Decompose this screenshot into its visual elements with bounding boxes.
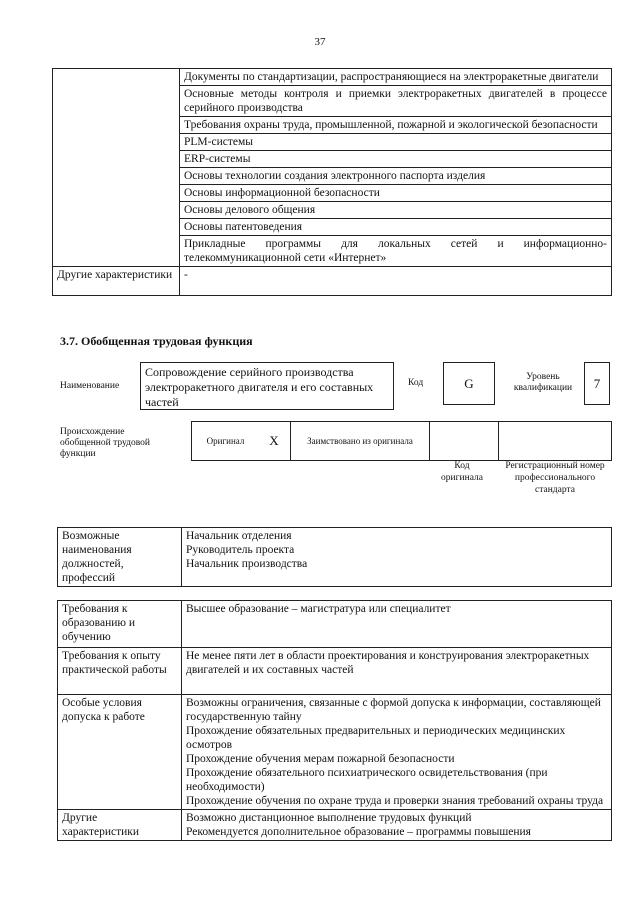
admission-values — [182, 695, 612, 810]
reg-number-caption: Регистрационный номер профессионального стандарта — [505, 461, 605, 495]
knowledge-item: Документы по стандартизации, распространяющиеся на электроракетные двигатели — [180, 69, 612, 86]
origin-label: Происхождение обобщенной трудовой функции — [60, 427, 150, 459]
experience-label: Требования к опыту практической работы — [58, 648, 182, 695]
positions-table — [57, 527, 612, 587]
knowledge-table — [52, 68, 612, 296]
other-item: Рекомендуется дополнительное образование – программы повышения — [186, 826, 531, 838]
requirements-table — [57, 600, 612, 841]
position-item: Начальник отделения — [186, 530, 292, 542]
knowledge-item: Основы патентоведения — [180, 219, 612, 236]
borrowed-label: Заимствовано из оригинала — [307, 435, 413, 446]
admission-label: Особые условия допуска к работе — [58, 695, 182, 810]
positions-values — [182, 528, 612, 587]
education-label: Требования к образованию и обучению — [58, 601, 182, 648]
other-characteristics-label: Другие характеристики — [53, 267, 180, 296]
knowledge-item: Основы технологии создания электронного паспорта изделия — [180, 168, 612, 185]
other-characteristics-value: - — [180, 267, 612, 296]
name-value: Сопровождение серийного производства электроракетного двигателя и его составных частей — [140, 362, 394, 410]
code-value: G — [443, 362, 495, 405]
other-label: Другие характеристики — [58, 810, 182, 841]
other-values — [182, 810, 612, 841]
origin-code-caption: Код оригинала — [441, 461, 483, 483]
knowledge-item: Основы информационной безопасности — [180, 185, 612, 202]
section-title: 3.7. Обобщенная трудовая функция — [60, 334, 253, 348]
knowledge-label-cell — [53, 69, 180, 267]
original-label: Оригинал — [206, 435, 245, 446]
name-label: Наименование — [60, 381, 120, 391]
position-item: Начальник производства — [186, 558, 308, 570]
position-item: Руководитель проекта — [186, 544, 295, 556]
reg-number-cell — [499, 422, 611, 460]
origin-table — [191, 421, 612, 461]
experience-value: Не менее пяти лет в области проектирования и конструирования электроракетных двигателей и их составных частей — [182, 648, 612, 695]
knowledge-item: ERP-системы — [180, 151, 612, 168]
admission-item: Прохождение обязательного психиатрического освидетельствования (при необходимости) — [186, 767, 548, 793]
admission-item: Прохождение обучения по охране труда и проверки знания требований охраны труда — [186, 795, 604, 807]
positions-label: Возможные наименования должностей, профессий — [58, 528, 182, 587]
admission-item: Возможны ограничения, связанные с формой допуска к информации, составляющей государственную тайну — [186, 697, 601, 723]
admission-item: Прохождение обязательных предварительных и периодических медицинских осмотров — [186, 725, 566, 751]
other-item: Возможно дистанционное выполнение трудовых функций — [186, 812, 472, 824]
level-value: 7 — [584, 362, 610, 405]
origin-code-cell — [430, 422, 498, 460]
admission-item: Прохождение обучения мерам пожарной безопасности — [186, 753, 455, 765]
knowledge-item: Основы делового общения — [180, 202, 612, 219]
level-label: Уровень квалификации — [513, 372, 573, 393]
knowledge-item: PLM-системы — [180, 134, 612, 151]
education-value: Высшее образование – магистратура или специалитет — [182, 601, 612, 648]
knowledge-item: Требования охраны труда, промышленной, пожарной и экологической безопасности — [180, 117, 612, 134]
knowledge-item: Прикладные программы для локальных сетей и информационно-телекоммуникационной сети «Интернет» — [180, 236, 612, 267]
original-mark: X — [269, 433, 279, 448]
page-number: 37 — [314, 36, 326, 48]
code-label: Код — [408, 378, 424, 388]
knowledge-item: Основные методы контроля и приемки электроракетных двигателей в процессе серийного производства — [180, 86, 612, 117]
